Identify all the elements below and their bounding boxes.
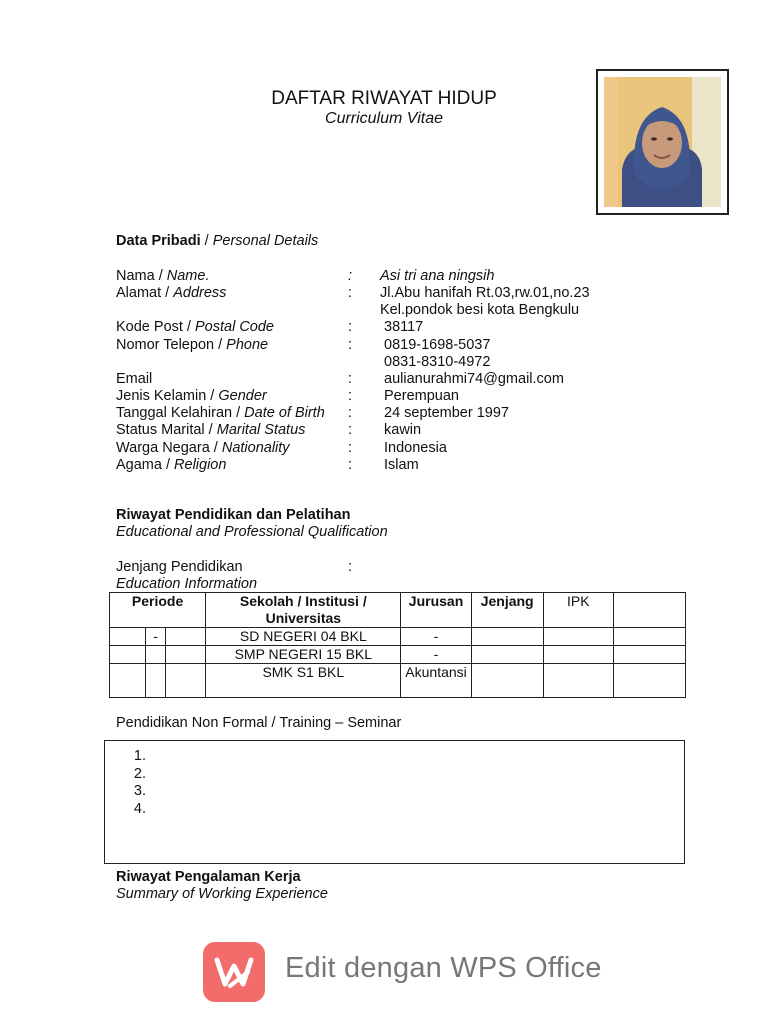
wps-logo-icon [203, 942, 265, 1002]
education-level-label: Jenjang Pendidikan [116, 559, 243, 575]
personal-row-label: Status Marital / Marital Status [116, 422, 306, 438]
personal-row-value: Perempuan [384, 388, 459, 404]
personal-row-label: Warga Negara / Nationality [116, 440, 290, 456]
education-cell-p2: - [146, 628, 166, 646]
education-table [109, 592, 686, 698]
wps-watermark[interactable] [203, 942, 602, 1002]
col-jenjang: Jenjang [471, 593, 543, 628]
education-cell-extra [613, 646, 685, 664]
personal-row-label: Kode Post / Postal Code [116, 319, 274, 335]
personal-row-value: 24 september 1997 [384, 405, 509, 421]
education-cell-sekolah: SD NEGERI 04 BKL [206, 628, 401, 646]
education-level-colon: : [348, 559, 353, 575]
education-cell-jenjang [471, 664, 543, 698]
personal-row-value-line2: 0831-8310-4972 [384, 354, 491, 370]
education-cell-ipk [543, 664, 613, 698]
work-heading: Riwayat Pengalaman Kerja [116, 869, 301, 885]
personal-row-colon: : [348, 285, 353, 301]
personal-row-label: Alamat / Address [116, 285, 227, 301]
wps-edit-label: Edit dengan WPS Office [285, 952, 602, 984]
education-heading-en: Educational and Professional Qualification [116, 524, 388, 540]
training-heading: Pendidikan Non Formal / Training – Seminar [116, 715, 402, 731]
profile-photo [596, 69, 729, 215]
personal-row-colon: : [348, 405, 353, 421]
personal-row-value: 38117 [384, 319, 424, 335]
personal-row-colon: : [348, 457, 353, 473]
personal-row-label: Jenis Kelamin / Gender [116, 388, 267, 404]
personal-row-value: Indonesia [384, 440, 447, 456]
training-list [105, 748, 684, 818]
education-cell-p3 [166, 628, 206, 646]
personal-row-value: 0819-1698-5037 [384, 337, 491, 353]
col-extra [613, 593, 685, 628]
education-cell-ipk [543, 628, 613, 646]
col-ipk: IPK [543, 593, 613, 628]
personal-row-colon: : [348, 337, 353, 353]
document-title: DAFTAR RIWAYAT HIDUP [271, 88, 497, 109]
education-row [110, 628, 686, 646]
personal-row-colon: : [348, 440, 353, 456]
portrait-image [604, 77, 721, 207]
education-cell-ipk [543, 646, 613, 664]
education-cell-sekolah: SMP NEGERI 15 BKL [206, 646, 401, 664]
education-row [110, 664, 686, 698]
personal-row-value: Asi tri ana ningsih [380, 268, 495, 284]
education-cell-sekolah: SMK S1 BKL [206, 664, 401, 698]
education-cell-p3 [166, 646, 206, 664]
training-item [150, 766, 684, 784]
personal-row-colon: : [348, 422, 353, 438]
personal-row-label: Email [116, 371, 153, 387]
training-box [104, 740, 685, 864]
personal-row-label: Agama / Religion [116, 457, 227, 473]
education-cell-jurusan: Akuntansi [401, 664, 471, 698]
education-cell-extra [613, 628, 685, 646]
education-cell-jenjang [471, 646, 543, 664]
personal-row-value: kawin [384, 422, 422, 438]
education-cell-p2 [146, 664, 166, 698]
document-subtitle: Curriculum Vitae [325, 110, 443, 127]
personal-row-label: Nomor Telepon / Phone [116, 337, 269, 353]
training-item [150, 748, 684, 766]
education-cell-p1 [110, 664, 146, 698]
education-heading: Riwayat Pendidikan dan Pelatihan [116, 507, 351, 523]
education-cell-jenjang [471, 628, 543, 646]
education-table-header [110, 593, 686, 628]
col-periode: Periode [110, 593, 206, 628]
education-cell-p3 [166, 664, 206, 698]
education-cell-p2 [146, 646, 166, 664]
education-cell-p1 [110, 646, 146, 664]
personal-row-colon: : [348, 319, 353, 335]
education-cell-jurusan: - [401, 646, 471, 664]
education-cell-extra [613, 664, 685, 698]
personal-row-colon: : [348, 268, 353, 284]
personal-row-label: Tanggal Kelahiran / Date of Birth [116, 405, 325, 421]
education-level-label-en: Education Information [116, 576, 258, 592]
personal-details-heading: Data Pribadi / Personal Details [116, 233, 319, 249]
personal-row-colon: : [348, 371, 353, 387]
education-cell-p1 [110, 628, 146, 646]
education-row [110, 646, 686, 664]
training-item [150, 783, 684, 801]
training-item [150, 801, 684, 819]
personal-row-label: Nama / Name. [116, 268, 210, 284]
personal-row-colon: : [348, 388, 353, 404]
personal-row-value: Jl.Abu hanifah Rt.03,rw.01,no.23 [380, 285, 590, 301]
col-jurusan: Jurusan [401, 593, 471, 628]
personal-row-value: aulianurahmi74@gmail.com [384, 371, 564, 387]
education-cell-jurusan: - [401, 628, 471, 646]
personal-row-value-line2: Kel.pondok besi kota Bengkulu [380, 302, 580, 318]
col-sekolah: Sekolah / Institusi / Universitas [206, 593, 401, 628]
work-heading-en: Summary of Working Experience [116, 886, 328, 902]
personal-row-value: Islam [384, 457, 419, 473]
